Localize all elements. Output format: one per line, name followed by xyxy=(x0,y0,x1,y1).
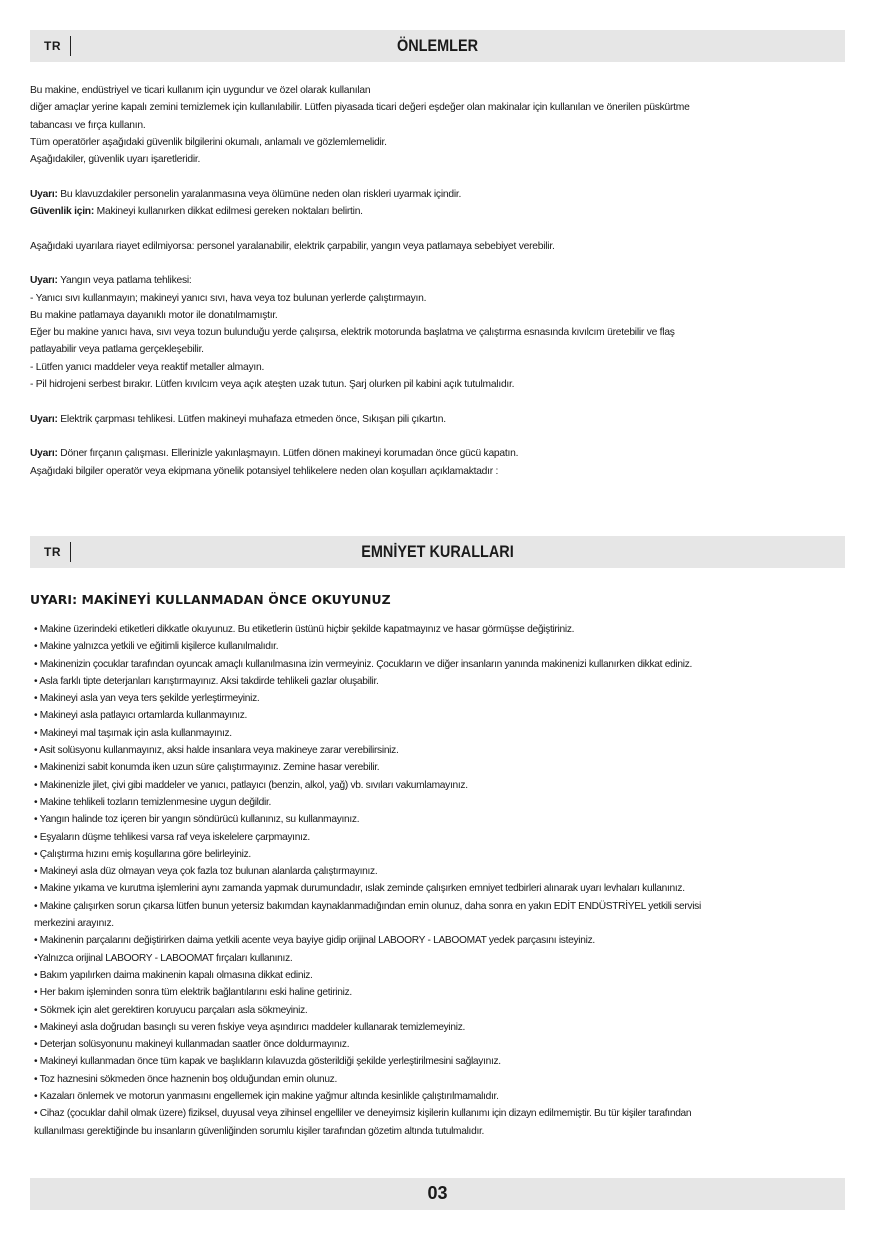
fire-warning: Uyarı: Yangın veya patlama tehlikesi: xyxy=(30,275,192,287)
language-code: TR xyxy=(44,39,61,53)
list-item: • Makine tehlikeli tozların temizlenmesine uygun değildir. xyxy=(34,796,272,808)
list-item: • Çalıştırma hızını emiş koşullarına göre belirleyiniz. xyxy=(34,848,251,860)
intro-line: diğer amaçlar yerine kapalı zemini temizlemek için kullanılabilir. Lütfen piyasada ticari değeri eşdeğer olan makinalar için kullanılan ve önerilen püskürtme xyxy=(30,102,690,114)
list-item: •Yalnızca orijinal LABOORY - LABOOMAT fırçaları kullanınız. xyxy=(34,952,293,964)
list-item: • Makinenizi sabit konumda iken uzun süre çalıştırmayınız. Zemine hasar verebilir. xyxy=(34,762,380,774)
precautions-body xyxy=(30,82,845,480)
read-before-use-heading: UYARI: MAKİNEYİ KULLANMADAN ÖNCE OKUYUNUZ xyxy=(30,592,391,607)
brush-warning: Uyarı: Döner fırçanın çalışması. Ellerinizle yakınlaşmayın. Lütfen dönen makineyi korumadan önce gücü kapatın. xyxy=(30,448,519,460)
list-item: • Makineyi asla doğrudan basınçlı su veren fıskiye veya aşındırıcı maddeler kullanarak temizlemeyiniz. xyxy=(34,1021,466,1033)
list-item: • Sökmek için alet gerektiren koruyucu parçaları asla sökmeyiniz. xyxy=(34,1004,308,1016)
list-item: merkezini arayınız. xyxy=(34,918,114,930)
section-title: ÖNLEMLER xyxy=(396,36,479,55)
list-item: • Makinenin parçalarını değiştirirken daima yetkili acente veya bayiye gidip orijinal LABOORY - LABOOMAT yedek parçasını isteyiniz. xyxy=(34,935,595,947)
safety-definition: Güvenlik için: Makineyi kullanırken dikkat edilmesi gereken noktaları belirtin. xyxy=(30,206,363,218)
brush-after-line: Aşağıdaki bilgiler operatör veya ekipmana yönelik potansiyel tehlikelere neden olan koşulları açıklamaktadır : xyxy=(30,465,499,477)
notice-line: Aşağıdaki uyarılara riayet edilmiyorsa: personel yaralanabilir, elektrik çarpabilir, yangın veya patlamaya sebebiyet verebilir. xyxy=(30,240,555,252)
electric-warning: Uyarı: Elektrik çarpması tehlikesi. Lütfen makineyi muhafaza etmeden önce, Sıkışan pili çıkartın. xyxy=(30,413,446,425)
list-item: • Yangın halinde toz içeren bir yangın söndürücü kullanınız, su kullanmayınız. xyxy=(34,814,360,826)
intro-line: Aşağıdakiler, güvenlik uyarı işaretleridir. xyxy=(30,154,201,166)
list-item: • Makine çalışırken sorun çıkarsa lütfen bunun yetersiz bakımdan kaynaklanmadığından emin olunuz, daha sonra en yakın EDİT ENDÜSTRİYEL yetkili servisi xyxy=(34,900,701,912)
list-item: • Toz haznesini sökmeden önce haznenin boş olduğundan emin olunuz. xyxy=(34,1073,338,1085)
list-item: • Cihaz (çocuklar dahil olmak üzere) fiziksel, duyusal veya zihinsel engelliler ve deneyimsiz kişilerin kullanımı için dizayn edilmemiştir. Bu tür kişiler tarafından xyxy=(34,1108,692,1120)
list-item: • Asit solüsyonu kullanmayınız, aksi halde insanlara veya makineye zarar verebilirsiniz. xyxy=(34,745,399,757)
list-item: kullanılması gerektiğinde bu insanların güvenliğinden sorumlu kişiler tarafından gözetim altında tutulmalıdır. xyxy=(34,1125,485,1137)
safety-rules-list xyxy=(34,621,845,1140)
list-item: • Makineyi asla düz olmayan veya çok fazla toz bulunan alanlarda çalıştırmayınız. xyxy=(34,866,378,878)
section-header-safety-rules xyxy=(30,536,845,568)
language-code: TR xyxy=(44,545,61,559)
list-item: • Her bakım işleminden sonra tüm elektrik bağlantılarını eski haline getiriniz. xyxy=(34,987,352,999)
list-item: • Bakım yapılırken daima makinenin kapalı olmasına dikkat ediniz. xyxy=(34,969,313,981)
list-item: • Makine yıkama ve kurutma işlemlerini aynı zamanda yapmak durumundadır, ıslak zeminde çalışırken emniyet tedbirleri alınarak uyarı levhaları kullanınız. xyxy=(34,883,685,895)
section-header-precautions xyxy=(30,30,845,62)
warning-definition: Uyarı: Bu klavuzdakiler personelin yaralanmasına veya ölümüne neden olan riskleri uyarmak içindir. xyxy=(30,188,462,200)
list-item: • Makineyi kullanmadan önce tüm kapak ve başlıkların kılavuzda gösterildiği şekilde yerleştirilmesini sağlayınız. xyxy=(34,1056,501,1068)
section-title: EMNİYET KURALLARI xyxy=(361,542,514,561)
fire-line: Bu makine patlamaya dayanıklı motor ile donatılmamıştır. xyxy=(30,309,278,321)
fire-line: Eğer bu makine yanıcı hava, sıvı veya tozun bulunduğu yerde çalışırsa, elektrik motorunda başlatma ve çalıştırma esnasında kıvılcım üretebilir ve flaş xyxy=(30,327,675,339)
fire-line: - Yanıcı sıvı kullanmayın; makineyi yanıcı sıvı, hava veya toz bulunan yerlerde çalıştırmayın. xyxy=(30,292,427,304)
header-divider xyxy=(70,36,71,56)
page-footer xyxy=(30,1178,845,1210)
fire-line: - Pil hidrojeni serbest bırakır. Lütfen kıvılcım veya açık ateşten uzak tutun. Şarj olurken pil kabini açık tutulmalıdır. xyxy=(30,379,515,391)
list-item: • Makinenizin çocuklar tarafından oyuncak amaçlı kullanılmasına izin vermeyiniz. Çocukların ve diğer insanların yanında makinenizi kullanırken dikkat ediniz. xyxy=(34,658,693,670)
list-item: • Makineyi asla patlayıcı ortamlarda kullanmayınız. xyxy=(34,710,248,722)
list-item: • Makine yalnızca yetkili ve eğitimli kişilerce kullanılmalıdır. xyxy=(34,641,279,653)
list-item: • Makinenizle jilet, çivi gibi maddeler ve yanıcı, patlayıcı (benzin, alkol, yağ) vb. sıvıları vakumlamayınız. xyxy=(34,779,468,791)
fire-line: - Lütfen yanıcı maddeler veya reaktif metaller almayın. xyxy=(30,361,265,373)
list-item: • Makineyi asla yan veya ters şekilde yerleştirmeyiniz. xyxy=(34,693,260,705)
header-divider xyxy=(70,542,71,562)
fire-line: patlayabilir veya patlama gerçekleşebilir. xyxy=(30,344,204,356)
list-item: • Makineyi mal taşımak için asla kullanmayınız. xyxy=(34,727,232,739)
list-item: • Deterjan solüsyonunu makineyi kullanmadan saatler önce doldurmayınız. xyxy=(34,1039,350,1051)
intro-line: Bu makine, endüstriyel ve ticari kullanım için uygundur ve özel olarak kullanılan xyxy=(30,85,371,96)
list-item: • Kazaları önlemek ve motorun yanmasını engellemek için makine yağmur altında kesinlikle çalıştırılmamalıdır. xyxy=(34,1091,499,1103)
list-item: • Eşyaların düşme tehlikesi varsa raf veya iskelelere çarpmayınız. xyxy=(34,831,310,843)
list-item: • Asla farklı tipte deterjanları karıştırmayınız. Aksi takdirde tehlikeli gazlar oluşabilir. xyxy=(34,675,379,687)
page-number: 03 xyxy=(427,1183,448,1203)
intro-line: tabancası ve fırça kullanın. xyxy=(30,119,146,131)
list-item: • Makine üzerindeki etiketleri dikkatle okuyunuz. Bu etiketlerin üstünü hiçbir şekilde kapatmayınız ve hasar görmüşse değiştiriniz. xyxy=(34,624,575,635)
intro-line: Tüm operatörler aşağıdaki güvenlik bilgilerini okumalı, anlamalı ve gözlemlemelidir. xyxy=(30,136,387,148)
